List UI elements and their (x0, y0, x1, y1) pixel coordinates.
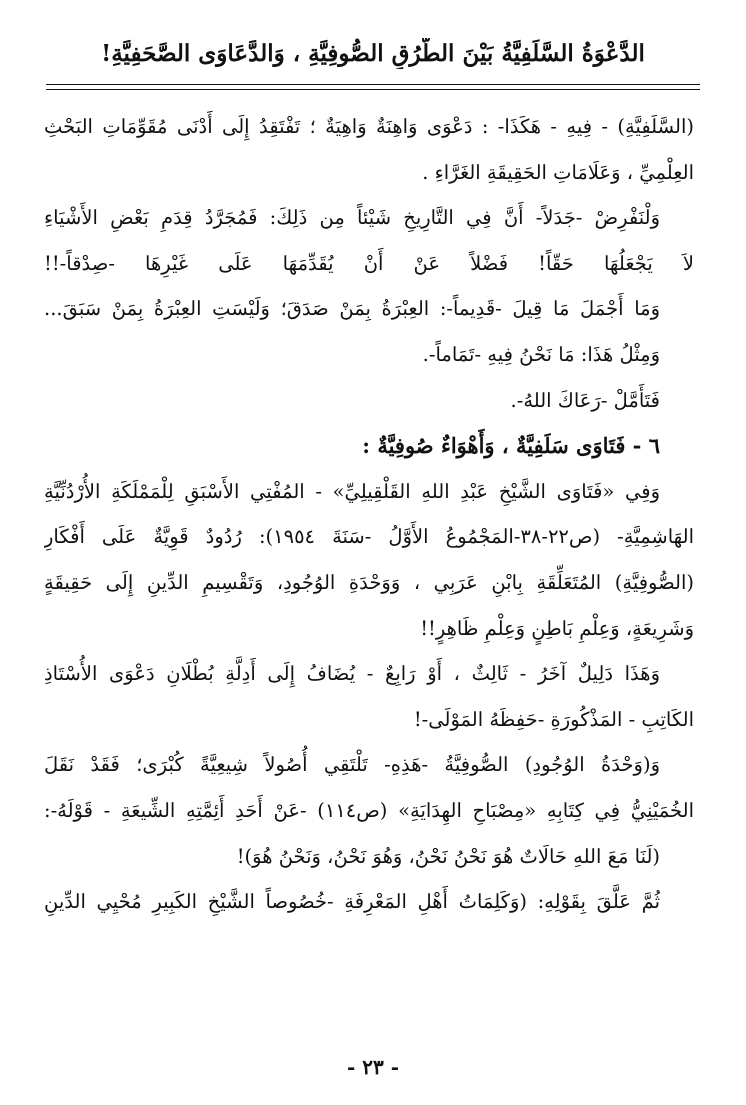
text-line: وَلْنَفْرِضْ -جَدَلاً- أَنَّ فِي التَّارِيخِ شَيْئاً مِن ذَلِكَ: فَمُجَرَّدُ قِدَمِ بَعْضِ الأَشْيَاءِ (44, 206, 660, 230)
running-header: الدَّعْوَةُ السَّلَفِيَّةُ بَيْنَ الطُّرُقِ الصُّوفِيَّةِ ، وَالدَّعَاوَى الصَّحَفِيَّةِ! (101, 40, 645, 67)
header-rule-bottom (46, 89, 700, 90)
section-heading: ٦ - فَتَاوَى سَلَفِيَّةٌ ، وَأَهْوَاءٌ صُوفِيَّةٌ : (362, 433, 660, 459)
page-body (44, 104, 694, 925)
text-line: وَشَرِيعَةٍ، وَعِلْمِ بَاطِنٍ وَعِلْمِ ظَاهِرٍ!! (420, 616, 694, 640)
text-line: الكَاتِبِ - المَذْكُورَةِ -حَفِظَهُ المَوْلَى-! (413, 707, 694, 731)
text-line: ثُمَّ عَلَّقَ بِقَوْلِهِ: (وَكَلِمَاتُ أَهْلِ المَعْرِفَةِ -خُصُوصاً الشَّيْخِ الكَبِيرِ مُحْيِي الدِّينِ (44, 890, 660, 914)
page-number: - ٢٣ - (346, 1055, 399, 1079)
text-line: الخُمَيْنِيُّ فِي كِتَابِهِ «مِصْبَاحِ الهِدَايَةِ» (ص١١٤) -عَنْ أَحَدِ أَئِمَّتِهِ الشِّيعَةِ - قَوْلَهُ-: (44, 798, 694, 822)
text-line: وَمِثْلُ هَذَا: مَا نَحْنُ فِيهِ -تَمَاماً-. (422, 342, 660, 366)
header-rule-top (46, 84, 700, 85)
text-line: العِلْمِيِّ ، وَعَلَامَاتِ الحَقِيقَةِ الغَرَّاءِ . (422, 160, 694, 184)
text-line: وَهَذَا دَلِيلٌ آخَرُ - ثَالِثٌ ، أَوْ رَابِعٌ - يُضَافُ إِلَى أَدِلَّةِ بُطْلَانِ دَعْوَى الأُسْتَاذِ (44, 662, 660, 686)
text-line: (السَّلَفِيَّةِ) - فِيهِ - هَكَذَا- : دَعْوَى وَاهِنَةٌ وَاهِيَةٌ ؛ تَفْتَقِدُ إِلَى أَدْنَى مُقَوِّمَاتِ البَحْثِ (44, 115, 694, 138)
text-line: فَتَأَمَّلْ -رَعَاكَ اللهُ-. (510, 388, 660, 412)
text-line: الهَاشِمِيَّةِ- (ص٢٢-٣٨-المَجْمُوعُ الأَوَّلُ -سَنَةَ ١٩٥٤): رُدُودٌ قَوِيَّةٌ عَلَى أَفْكَارِ (44, 525, 694, 549)
text-line: لاَ يَجْعَلُهَا حَقّاً! فَضْلاً عَنْ أَنْ يُقَدِّمَهَا عَلَى غَيْرِهَا -صِدْقاً-!! (44, 251, 694, 275)
text-line: وَمَا أَجْمَلَ مَا قِيلَ -قَدِيماً-: العِبْرَةُ بِمَنْ صَدَقَ؛ وَلَيْسَتِ العِبْرَةُ بِمَنْ سَبَقَ... (44, 297, 660, 321)
text-line: (لَنَا مَعَ اللهِ حَالَاتٌ هُوَ نَحْنُ نَحْنُ، وَهُوَ نَحْنُ، وَنَحْنُ هُوَ)! (236, 844, 660, 868)
text-line: (الصُّوفِيَّةِ) المُتَعَلِّقَةِ بِابْنِ عَرَبِي ، وَوَحْدَةِ الوُجُودِ، وَتَقْسِيمِ الدِّينِ إِلَى حَقِيقَةٍ (44, 570, 694, 594)
text-line: وَ(وَحْدَةُ الوُجُودِ) الصُّوفِيَّةُ -هَذِهِ- تَلْتَقِي أُصُولاً شِيعِيَّةً كُبْرَى؛ فَقَدْ نَقَلَ (44, 753, 660, 777)
text-line: وَفِي «فَتَاوَى الشَّيْخِ عَبْدِ اللهِ القَلْقِيلِيِّ» - المُفْتِي الأَسْبَقِ لِلْمَمْلَكَةِ الأُرْدُنِّيَّةِ (44, 479, 660, 503)
